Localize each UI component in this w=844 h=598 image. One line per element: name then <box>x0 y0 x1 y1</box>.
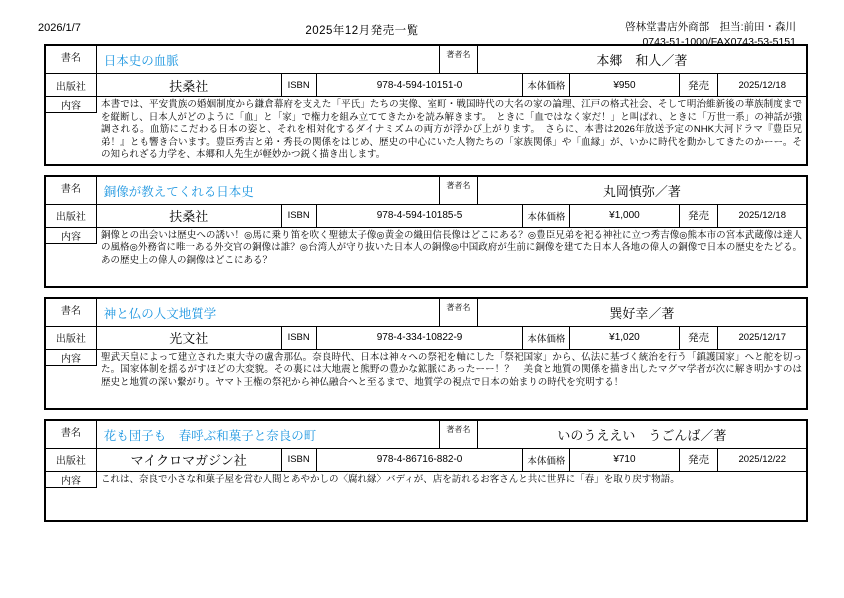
price-label: 本体価格 <box>523 449 570 472</box>
description-text: 銅像との出会いは歴史への誘い！◎馬に乗り笛を吹く聖徳太子像◎黄金の織田信長像はどこにある？◎豊臣兄弟を祀る神社に立つ秀吉像◎熊本市の宮本武蔵像は達人の風格◎外務省に唯一ある外交官の銅像は誰？◎台湾人が守り抜いた日本人の銅像◎中国政府が生前に銅像を建てた日本人各地の偉人の銅像で日本の歴史をたどる。あの歴史上の偉人の銅像はどこにある？ <box>101 229 802 266</box>
release-label: 発売 <box>680 327 719 350</box>
price-label: 本体価格 <box>523 327 570 350</box>
isbn-label: ISBN <box>282 449 317 472</box>
price-value: ¥710 <box>570 449 679 472</box>
price-value: ¥1,020 <box>570 327 679 350</box>
author-label: 著者名 <box>440 46 478 74</box>
book-title: 神と仏の人文地質学 <box>97 299 440 327</box>
header-date: 2026/1/7 <box>38 22 81 34</box>
release-date: 2025/12/22 <box>718 449 806 472</box>
publisher-name: 光文社 <box>97 327 282 350</box>
book-title: 花も団子も 春呼ぶ和菓子と奈良の町 <box>97 421 440 449</box>
page-header <box>0 0 844 49</box>
description-text: 本書では、平安貴族の婚姻制度から鎌倉幕府を支えた「平氏」たちの実像、室町・戦国時代の大名の家の論理、江戸の格式社会、そして明治維新後の華族制度までを縦断し、日本人がどのように「血」と「家」で権力を組み立ててきたかを読み解きます。 ときに「血ではなく家だ！」と叫ばれ、ときに「万世一系」の神話が強調される。血筋にこだわる日本の姿と、それを相対化するダイナミズムの両方が浮かび上がります。 さらに、本書は2026年放送予定のNHK大河ドラマ『豊臣兄弟！』とも響き合います。豊臣秀吉と弟・秀長の関係をはじめ、歴史の中心にいた人物たちの「家族関係」や「血縁」が、いかに時代を動かしてきたのかーー。その知られざる力学を、本郷和人先生が軽妙かつ鋭く描き出します。 <box>101 99 802 161</box>
isbn-label: ISBN <box>282 74 317 97</box>
book-title-label: 書名 <box>46 46 97 74</box>
author-name: 本郷 和人／著 <box>478 46 806 74</box>
author-name: 巽好幸／著 <box>478 299 806 327</box>
price-value: ¥1,000 <box>570 205 679 228</box>
publisher-name: マイクロマガジン社 <box>97 449 282 472</box>
contact-phone: 0743-51-1000/FAX0743-53-5151 <box>642 36 796 49</box>
price-label: 本体価格 <box>523 74 570 97</box>
author-label: 著者名 <box>440 299 478 327</box>
publisher-name: 扶桑社 <box>97 74 282 97</box>
isbn-label: ISBN <box>282 327 317 350</box>
isbn-label: ISBN <box>282 205 317 228</box>
release-date: 2025/12/18 <box>718 205 806 228</box>
isbn-value: 978-4-86716-882-0 <box>317 449 524 472</box>
release-label: 発売 <box>680 74 719 97</box>
release-date: 2025/12/18 <box>718 74 806 97</box>
release-date: 2025/12/17 <box>718 327 806 350</box>
description-label: 内容 <box>46 97 97 113</box>
description-label: 内容 <box>46 472 97 488</box>
isbn-value: 978-4-334-10822-9 <box>317 327 524 350</box>
publisher-label: 出版社 <box>46 327 97 350</box>
book-table <box>44 297 808 410</box>
description-label: 内容 <box>46 350 97 366</box>
release-label: 発売 <box>680 205 719 228</box>
author-name: 丸岡慎弥／著 <box>478 177 806 205</box>
description-text: 聖武天皇によって建立された東大寺の盧舎那仏。奈良時代、日本は神々への祭祀を軸にした「祭祀国家」から、仏法に基づく統治を行う「鎮護国家」へと舵を切った。国家体制を揺るがすほどの大変貌。その裏には大地震と熊野の豊かな鉱脈にあったーー！？ 美食と地質の関係を描き出したマグマ学者が次に解き明かすのは歴史と地質の深い繋がり。ヤマト王権の祭祀から神仏融合へと至るまで、地質学の視点で日本の始まりの時代を究明する！ <box>101 351 802 388</box>
book-table <box>44 175 808 288</box>
author-label: 著者名 <box>440 177 478 205</box>
price-value: ¥950 <box>570 74 679 97</box>
page-title: 2025年12月発売一覧 <box>305 25 419 37</box>
publisher-label: 出版社 <box>46 205 97 228</box>
publisher-label: 出版社 <box>46 74 97 97</box>
author-label: 著者名 <box>440 421 478 449</box>
book-list <box>0 44 844 522</box>
book-table <box>44 419 808 522</box>
description-label: 内容 <box>46 228 97 244</box>
book-title: 銅像が教えてくれる日本史 <box>97 177 440 205</box>
author-name: いのうええい うごんば／著 <box>478 421 806 449</box>
isbn-value: 978-4-594-10185-5 <box>317 205 524 228</box>
book-title-label: 書名 <box>46 177 97 205</box>
contact-department: 啓林堂書店外商部 担当:前田・森川 <box>625 21 796 33</box>
isbn-value: 978-4-594-10151-0 <box>317 74 524 97</box>
price-label: 本体価格 <box>523 205 570 228</box>
book-table <box>44 44 808 166</box>
book-title-label: 書名 <box>46 421 97 449</box>
release-label: 発売 <box>680 449 719 472</box>
book-title: 日本史の血脈 <box>97 46 440 74</box>
description-text: これは、奈良で小さな和菓子屋を営む人間とあやかしの〈腐れ縁〉バディが、店を訪れるお客さんと共に世界に「春」を取り戻す物語。 <box>101 473 680 485</box>
publisher-label: 出版社 <box>46 449 97 472</box>
book-title-label: 書名 <box>46 299 97 327</box>
publisher-name: 扶桑社 <box>97 205 282 228</box>
